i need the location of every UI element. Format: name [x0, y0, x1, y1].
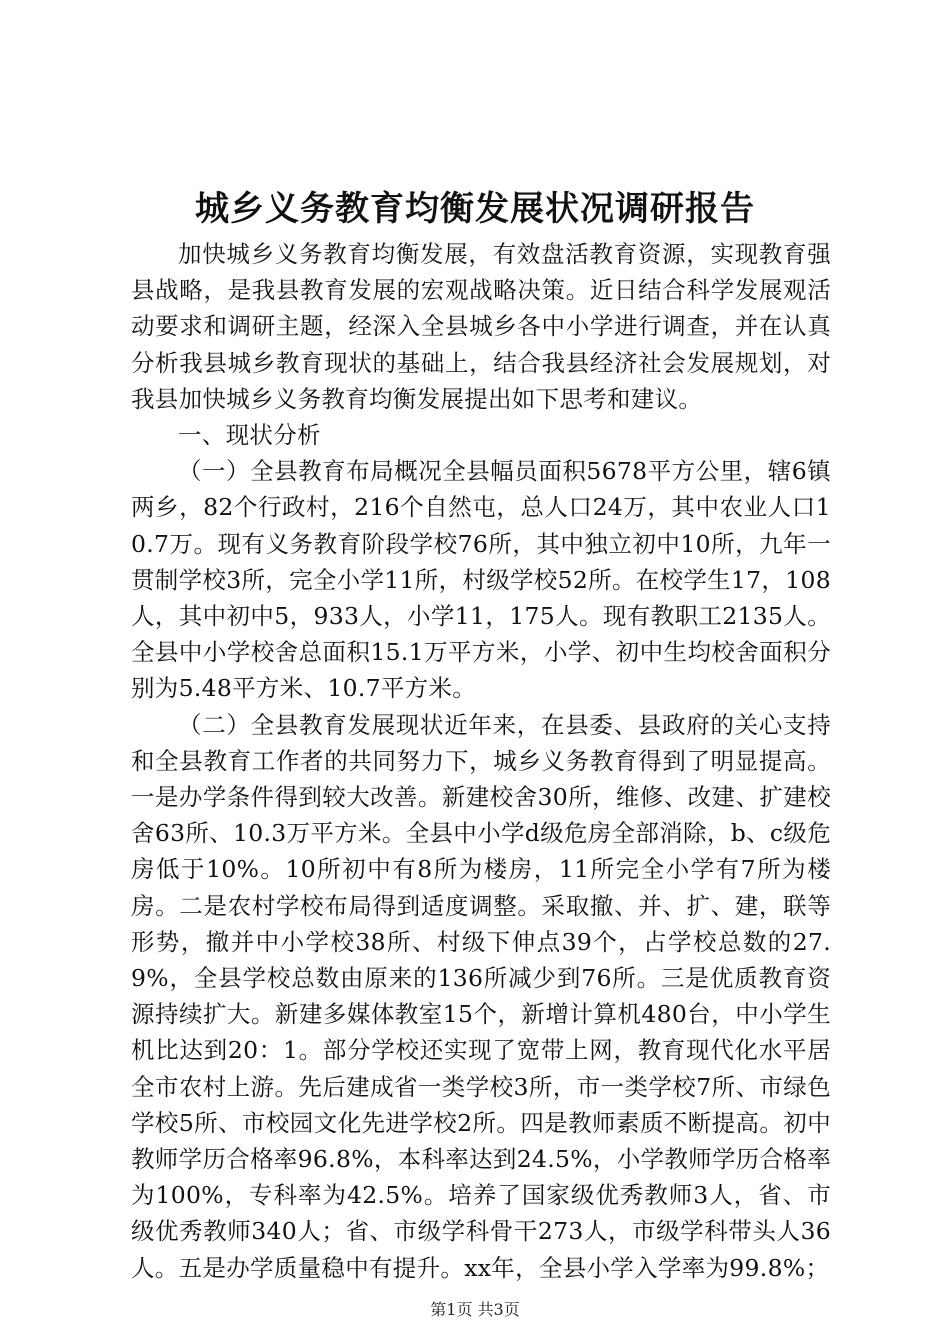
document-body — [131, 236, 831, 1286]
section-heading: 一、现状分析 — [178, 421, 321, 450]
layout-overview-paragraph: （一）全县教育布局概况全县幅员面积5678平方公里，辖6镇两乡，82个行政村，216个自然屯，总人口24万，其中农业人口10.7万。现有义务教育阶段学校76所，其中独立初中10所，九年一贯制学校3所，完全小学11所，村级学校52所。在校学生17，108人，其中初中5，933人，小学11，175人。现有教职工2135人。全县中小学校舍总面积15.1万平方米，小学、初中生均校舍面积分别为5.48平方米、10.7平方米。 — [131, 457, 831, 703]
development-status-paragraph: （二）全县教育发展现状近年来，在县委、县政府的关心支持和全县教育工作者的共同努力下，城乡义务教育得到了明显提高。一是办学条件得到较大改善。新建校舍30所，维修、改建、扩建校舍63所、10.3万平方米。全县中小学d级危房全部消除，b、c级危房低于10%。10所初中有8所为楼房，11所完全小学有7所为楼房。二是农村学校布局得到适度调整。采取撤、并、扩、建，联等形势，撤并中小学校38所、村级下伸点39个，占学校总数的27.9%，全县学校总数由原来的136所减少到76所。三是优质教育资源持续扩大。新建多媒体教室15个，新增计算机480台，中小学生机比达到20：1。部分学校还实现了宽带上网，教育现代化水平居全市农村上游。先后建成省一类学校3所，市一类学校7所、市绿色学校5所、市校园文化先进学校2所。四是教师素质不断提高。初中教师学历合格率96.8%，本科率达到24.5%，小学教师学历合格率为100%，专科率为42.5%。培养了国家级优秀教师3人，省、市级优秀教师340人；省、市级学科骨干273人，市级学科带头人36人。五是办学质量稳中有提升。xx年，全县小学入学率为99.8%； — [131, 710, 831, 1282]
page-number: 第1页 共3页 — [430, 1300, 520, 1319]
intro-paragraph: 加快城乡义务教育均衡发展，有效盘活教育资源，实现教育强县战略，是我县教育发展的宏观战略决策。近日结合科学发展观活动要求和调研主题，经深入全县城乡各中小学进行调查，并在认真分析我县城乡教育现状的基础上，结合我县经济社会发展规划，对我县加快城乡义务教育均衡发展提出如下思考和建议。 — [131, 240, 831, 413]
document-title: 城乡义务教育均衡发展状况调研报告 — [195, 189, 755, 229]
